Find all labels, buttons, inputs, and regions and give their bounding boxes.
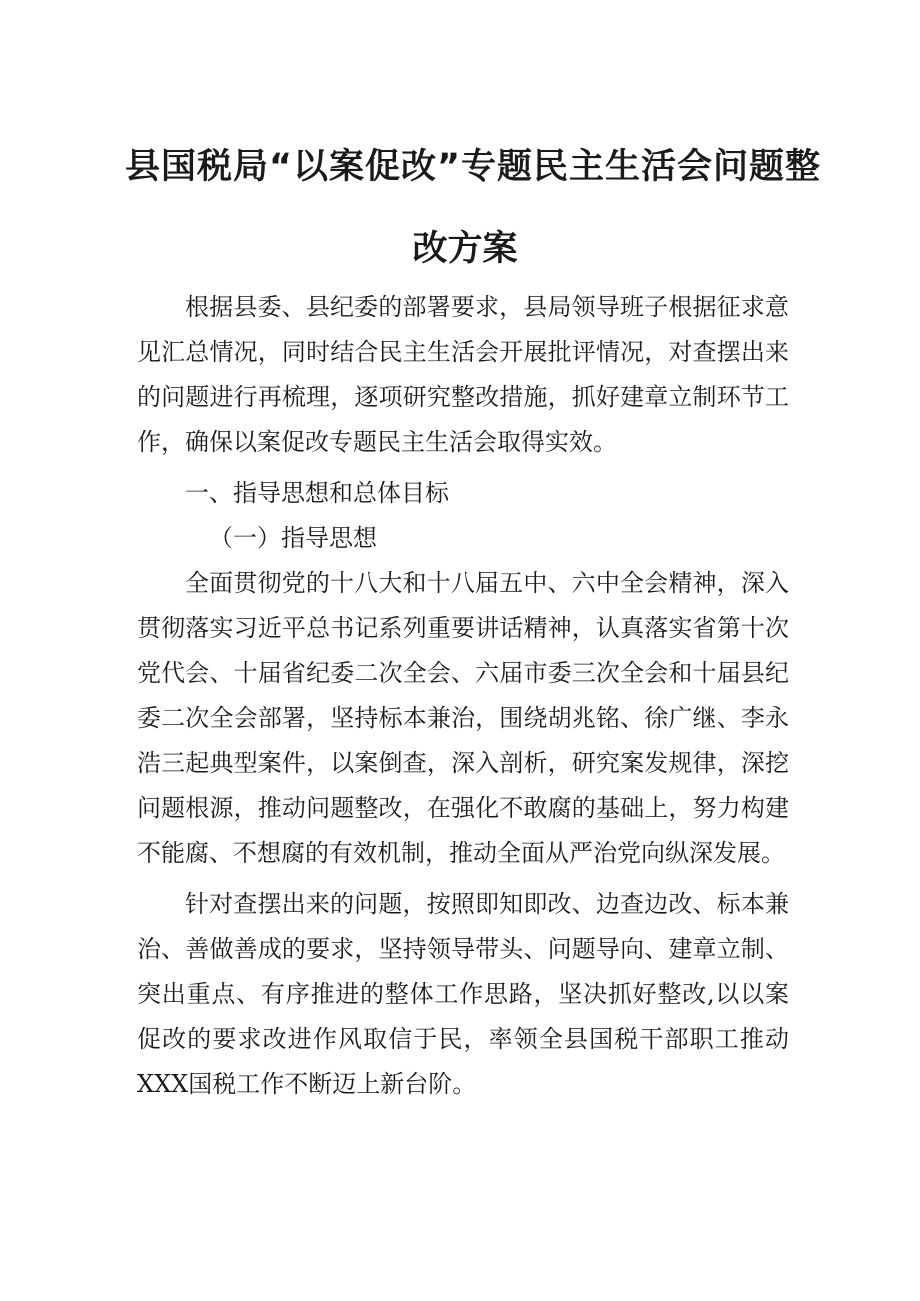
document-title-line-1: 县国税局“以案促改”专题民主生活会问题整: [125, 147, 822, 187]
section-heading-1: 一、指导思想和总体目标: [185, 479, 449, 507]
intro-paragraph: 根据县委、县纪委的部署要求，县局领导班子根据征求意见汇总情况，同时结合民主生活会开展批评情况，对查摆出来的问题进行再梳理，逐项研究整改措施，抓好建章立制环节工作，确保以案促改专题民主生活会取得实效。: [137, 293, 789, 456]
document-body: [137, 285, 789, 1107]
subsection-heading-1: （一）指导思想: [209, 524, 377, 552]
document-title-line-2: 改方案: [412, 229, 518, 269]
guiding-thought-paragraph: 全面贯彻党的十八大和十八届五中、六中全会精神，深入贯彻落实习近平总书记系列重要讲话精神，认真落实省第十次党代会、十届省纪委二次全会、六届市委三次全会和十届县纪委二次全会部署，坚持标本兼治，围绕胡兆铭、徐广继、李永浩三起典型案件，以案倒查，深入剖析，研究案发规律，深挖问题根源，推动问题整改，在强化不敢腐的基础上，努力构建不能腐、不想腐的有效机制，推动全面从严治党向纵深发展。: [137, 569, 789, 867]
rectification-paragraph: 针对查摆出来的问题，按照即知即改、边查边改、标本兼治、善做善成的要求，坚持领导带头、问题导向、建章立制、突出重点、有序推进的整体工作思路，坚决抓好整改,以以案促改的要求改进作风取信于民，率领全县国税干部职工推动XXX国税工作不断迈上新台阶。: [137, 890, 789, 1098]
